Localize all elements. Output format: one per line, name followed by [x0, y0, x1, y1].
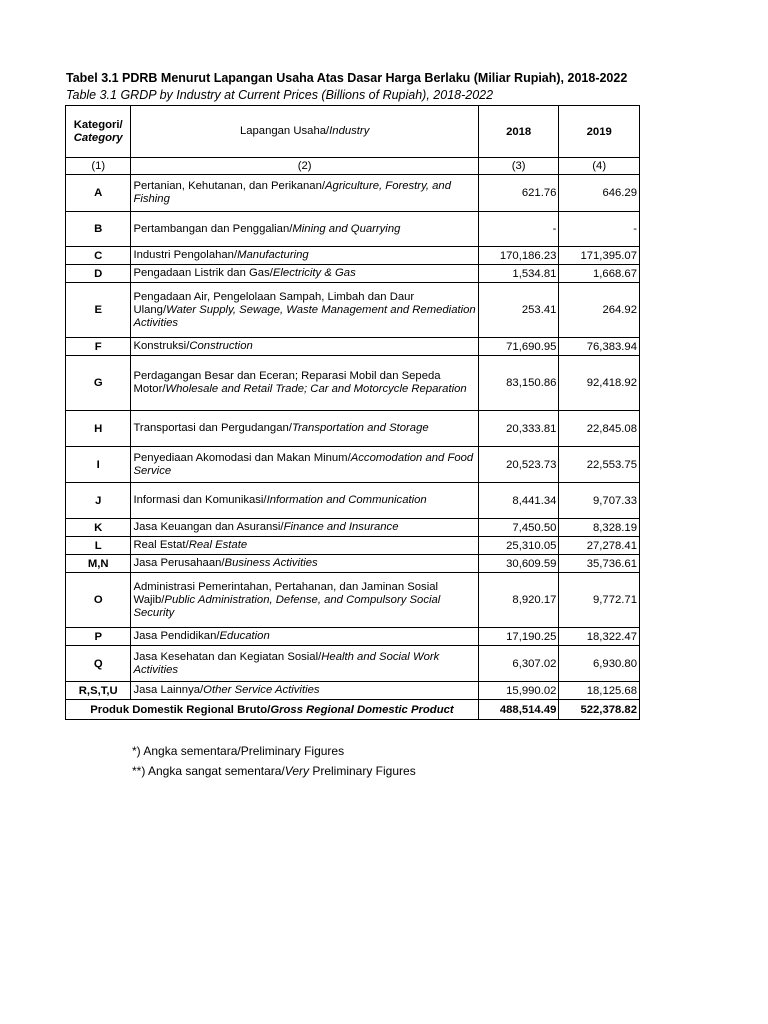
row-industry-en: Water Supply, Sewage, Waste Management and Remediation Activities	[133, 303, 476, 329]
row-industry-en: Accomodation and Food Service	[133, 451, 474, 477]
row-category: M,N	[66, 555, 131, 573]
table-row	[66, 265, 640, 283]
row-industry	[131, 356, 478, 411]
row-value-2019: 1,668.67	[559, 265, 640, 283]
row-value-2019: 35,736.61	[559, 555, 640, 573]
row-value-2019: 6,930.80	[559, 646, 640, 682]
row-industry-en: Education	[219, 630, 270, 642]
header-year-2018: 2018	[478, 106, 559, 158]
footnote-very-italic: Very	[284, 764, 309, 778]
table-row	[66, 628, 640, 646]
row-industry-id: Jasa Kesehatan dan Kegiatan Sosial/	[133, 650, 322, 663]
table-row	[66, 573, 640, 628]
table-header-row	[66, 106, 640, 158]
row-value-2019: 22,553.75	[559, 447, 640, 483]
row-industry	[131, 212, 478, 247]
column-number: (1)	[66, 158, 131, 175]
table-row	[66, 411, 640, 447]
row-industry-id: Pengadaan Listrik dan Gas/	[133, 267, 273, 279]
header-industry-en: Industry	[329, 125, 370, 137]
row-industry	[131, 265, 478, 283]
row-category: Q	[66, 646, 131, 682]
table-row	[66, 646, 640, 682]
row-industry	[131, 537, 478, 555]
row-industry	[131, 411, 478, 447]
row-industry-en: Construction	[189, 340, 253, 352]
row-industry-en: Real Estate	[188, 539, 248, 551]
row-value-2018: -	[478, 212, 559, 247]
column-number-row	[66, 158, 640, 175]
row-value-2018: 71,690.95	[478, 338, 559, 356]
row-industry	[131, 519, 478, 537]
row-industry-en: Other Service Activities	[203, 684, 320, 696]
row-industry	[131, 573, 478, 628]
row-category: B	[66, 212, 131, 247]
row-industry	[131, 447, 478, 483]
row-industry-id: Jasa Perusahaan/	[133, 557, 225, 569]
row-value-2019: 18,125.68	[559, 682, 640, 700]
row-value-2018: 15,990.02	[478, 682, 559, 700]
row-value-2018: 20,333.81	[478, 411, 559, 447]
row-category: P	[66, 628, 131, 646]
row-industry	[131, 247, 478, 265]
row-industry-id: Pertambangan dan Penggalian/	[133, 222, 293, 235]
footnote-very-preliminary-rest: Preliminary Figures	[309, 764, 416, 778]
row-industry	[131, 283, 478, 338]
row-industry-id: Industri Pengolahan/	[133, 249, 238, 261]
table-row	[66, 555, 640, 573]
row-industry-en: Transportation and Storage	[291, 422, 429, 434]
row-industry-id: Real Estat/	[133, 539, 189, 551]
row-industry-id: Administrasi Pemerintahan, Pertahanan, dan Jaminan Sosial Wajib/	[133, 580, 439, 606]
row-value-2019: -	[559, 212, 640, 247]
row-value-2019: 92,418.92	[559, 356, 640, 411]
total-2018: 488,514.49	[478, 700, 559, 720]
row-industry-en: Agriculture, Forestry, and Fishing	[133, 180, 452, 205]
row-value-2018: 6,307.02	[478, 646, 559, 682]
header-category-en: Category	[73, 131, 123, 144]
row-industry-id: Jasa Pendidikan/	[133, 630, 220, 642]
total-label	[66, 700, 479, 720]
row-value-2019: 8,328.19	[559, 519, 640, 537]
row-value-2019: 646.29	[559, 175, 640, 212]
footnotes	[132, 741, 416, 781]
row-industry	[131, 338, 478, 356]
row-industry	[131, 555, 478, 573]
table-title-indonesian: Tabel 3.1 PDRB Menurut Lapangan Usaha Atas Dasar Harga Berlaku (Miliar Rupiah), 2018-2022	[66, 71, 628, 85]
row-category: K	[66, 519, 131, 537]
row-industry-id: Jasa Lainnya/	[133, 684, 204, 696]
row-value-2018: 7,450.50	[478, 519, 559, 537]
row-industry-en: Information and Communication	[266, 494, 427, 506]
row-value-2018: 20,523.73	[478, 447, 559, 483]
row-value-2018: 253.41	[478, 283, 559, 338]
row-industry-id: Informasi dan Komunikasi/	[133, 494, 267, 506]
row-value-2019: 171,395.07	[559, 247, 640, 265]
row-category: J	[66, 483, 131, 519]
row-value-2018: 1,534.81	[478, 265, 559, 283]
row-category: O	[66, 573, 131, 628]
row-industry-id: Perdagangan Besar dan Eceran; Reparasi Mobil dan Sepeda Motor/	[133, 370, 441, 395]
row-industry	[131, 682, 478, 700]
row-industry-id: Pengadaan Air, Pengelolaan Sampah, Limbah dan Daur Ulang/	[133, 290, 415, 316]
row-industry-id: Penyediaan Akomodasi dan Makan Minum/	[133, 451, 351, 464]
row-value-2018: 170,186.23	[478, 247, 559, 265]
header-year-2019: 2019	[559, 106, 640, 158]
row-industry	[131, 628, 478, 646]
footnote-very-preliminary-id: **) Angka sangat sementara/	[132, 764, 285, 778]
header-category-id: Kategori/	[73, 118, 123, 131]
row-industry-id: Jasa Keuangan dan Asuransi/	[133, 521, 284, 533]
row-industry-en: Business Activities	[224, 557, 318, 569]
table-title-english: Table 3.1 GRDP by Industry at Current Prices (Billions of Rupiah), 2018-2022	[66, 88, 494, 102]
column-number: (4)	[559, 158, 640, 175]
total-2019: 522,378.82	[559, 700, 640, 720]
table-row	[66, 283, 640, 338]
row-category: F	[66, 338, 131, 356]
footnote-very-preliminary	[132, 761, 416, 781]
row-industry-en: Electricity & Gas	[272, 267, 356, 279]
table-body	[66, 175, 640, 700]
row-category: H	[66, 411, 131, 447]
header-industry	[131, 106, 478, 158]
row-value-2019: 18,322.47	[559, 628, 640, 646]
table-row	[66, 175, 640, 212]
table-row	[66, 483, 640, 519]
row-value-2018: 30,609.59	[478, 555, 559, 573]
row-category: C	[66, 247, 131, 265]
row-value-2018: 621.76	[478, 175, 559, 212]
row-category: R,S,T,U	[66, 682, 131, 700]
row-value-2019: 76,383.94	[559, 338, 640, 356]
row-value-2019: 264.92	[559, 283, 640, 338]
footnote-preliminary: *) Angka sementara/Preliminary Figures	[132, 744, 345, 758]
row-industry	[131, 483, 478, 519]
row-industry	[131, 175, 478, 212]
table-row	[66, 247, 640, 265]
row-industry-en: Wholesale and Retail Trade; Car and Motorcycle Reparation	[165, 383, 467, 395]
row-industry-en: Health and Social Work Activities	[133, 650, 440, 676]
row-value-2019: 9,707.33	[559, 483, 640, 519]
row-industry-id: Konstruksi/	[133, 340, 190, 352]
header-industry-id: Lapangan Usaha/	[239, 125, 330, 137]
column-number: (2)	[131, 158, 478, 175]
table-row	[66, 682, 640, 700]
row-industry	[131, 646, 478, 682]
row-value-2018: 25,310.05	[478, 537, 559, 555]
row-value-2019: 27,278.41	[559, 537, 640, 555]
row-industry-id: Pertanian, Kehutanan, dan Perikanan/	[133, 180, 326, 192]
row-industry-en: Public Administration, Defense, and Compulsory Social Security	[133, 593, 441, 619]
table-row	[66, 212, 640, 247]
header-category	[66, 106, 131, 158]
total-label-id: Produk Domestik Regional Bruto/	[90, 703, 271, 716]
table-row	[66, 338, 640, 356]
row-value-2018: 83,150.86	[478, 356, 559, 411]
row-value-2018: 8,441.34	[478, 483, 559, 519]
column-number: (3)	[478, 158, 559, 175]
row-value-2018: 8,920.17	[478, 573, 559, 628]
row-category: A	[66, 175, 131, 212]
row-industry-en: Manufacturing	[237, 249, 309, 261]
row-industry-id: Transportasi dan Pergudangan/	[133, 422, 292, 434]
row-value-2019: 22,845.08	[559, 411, 640, 447]
row-value-2018: 17,190.25	[478, 628, 559, 646]
row-category: G	[66, 356, 131, 411]
table-title-block	[66, 70, 686, 104]
row-industry-en: Finance and Insurance	[283, 521, 399, 533]
table-row	[66, 519, 640, 537]
row-category: I	[66, 447, 131, 483]
row-category: E	[66, 283, 131, 338]
table-row	[66, 537, 640, 555]
total-label-en: Gross Regional Domestic Product	[270, 703, 454, 716]
row-value-2019: 9,772.71	[559, 573, 640, 628]
grdp-table	[65, 105, 640, 720]
total-row	[66, 700, 640, 720]
row-industry-en: Mining and Quarrying	[292, 222, 401, 235]
row-category: D	[66, 265, 131, 283]
table-row	[66, 356, 640, 411]
row-category: L	[66, 537, 131, 555]
table-row	[66, 447, 640, 483]
